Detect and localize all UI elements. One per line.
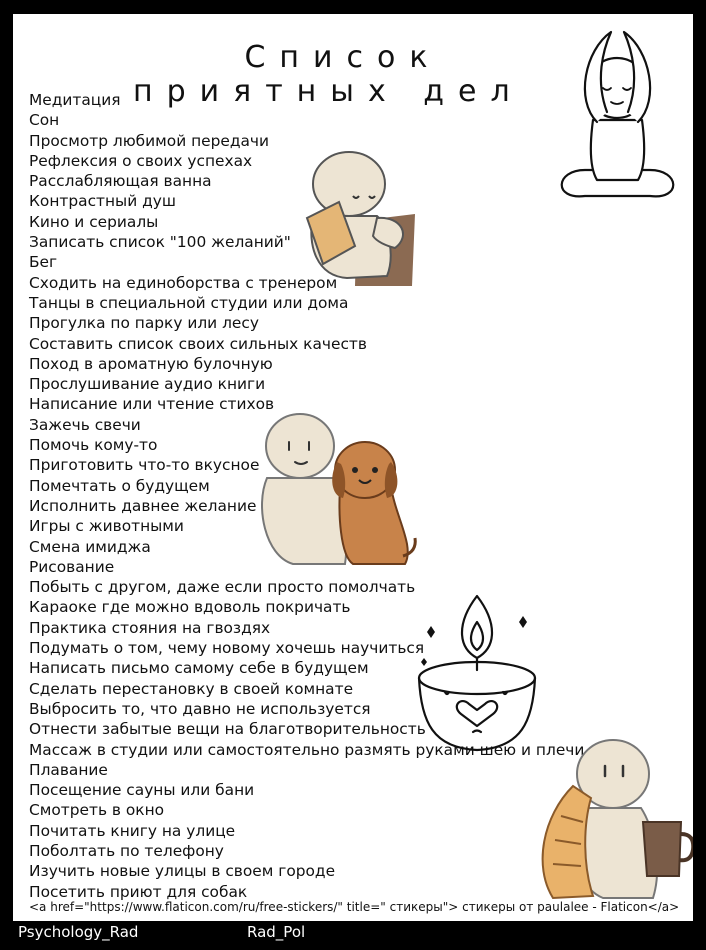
list-item: Практика стояния на гвоздях [29, 618, 271, 637]
list-item: Смена имиджа [29, 537, 151, 556]
list-item: Караоке где можно вдоволь покричать [29, 598, 351, 617]
list-item: Написать письмо самому себе в будущем [29, 659, 369, 678]
list-item: Массаж в студии или самостоятельно размять руками шею и плечи [29, 740, 585, 759]
list-item: Посещение сауны или бани [29, 781, 255, 800]
footer-right-handle: Rad_Pol [247, 923, 306, 941]
list-item: Плавание [29, 760, 108, 779]
list-item: Поход в ароматную булочную [29, 354, 273, 373]
title-line-2: приятных дел [133, 74, 524, 109]
list-item: Отнести забытые вещи на благотворительность [29, 720, 426, 739]
list-item: Медитация [29, 91, 121, 109]
list-item: Исполнить давнее желание [29, 496, 257, 515]
list-item: Изучить новые улицы в своем городе [29, 862, 336, 881]
footer [0, 921, 706, 950]
flaticon-attribution[interactable]: <a href="https://www.flaticon.com/ru/free-stickers/" title=" стикеры"> стикеры от paulalee - Flaticon</a> [29, 900, 680, 914]
list-item: Написание или чтение стихов [29, 395, 275, 414]
list-item: Смотреть в окно [29, 801, 165, 820]
list-item: Танцы в специальной студии или дома [29, 293, 349, 312]
list-item: Составить список своих сильных качеств [29, 334, 367, 353]
person-with-dog-sticker [245, 406, 425, 571]
list-item: Сделать перестановку в своей комнате [29, 679, 354, 698]
list-item: Прогулка по парку или лесу [29, 314, 259, 333]
list-item: Сходить на единоборства с тренером [29, 273, 338, 292]
list-item: Игры с животными [29, 517, 184, 536]
list-item: Подумать о том, чему новому хочешь научиться [29, 639, 425, 658]
list-item: Кино и сериалы [29, 212, 159, 231]
list-item: Записать список "100 желаний" [29, 233, 291, 252]
footer-left-handle: Psychology_Rad [18, 923, 139, 941]
list-item: Сон [29, 111, 60, 130]
reading-person-sticker [277, 146, 417, 286]
list-item: Рефлексия о своих успехах [29, 151, 253, 170]
list-item: Помочь кому-то [29, 436, 158, 455]
list-item: Бег [29, 253, 58, 272]
list-item: Контрастный душ [29, 192, 176, 211]
meditating-person-sticker [545, 20, 690, 200]
list-item: Посетить приют для собак [29, 882, 248, 901]
list-item: Приготовить что-то вкусное [29, 456, 260, 475]
list-item: Прослушивание аудио книги [29, 375, 266, 394]
list-item: Помечтать о будущем [29, 476, 210, 495]
list-item: Поболтать по телефону [29, 841, 224, 860]
list-item: Выбросить то, что давно не используется [29, 699, 371, 718]
list-item: Побыть с другом, даже если просто помолчать [29, 578, 416, 597]
list-item: Просмотр любимой передачи [29, 131, 270, 150]
list-item: Почитать книгу на улице [29, 821, 236, 840]
list-item: Зажечь свечи [29, 415, 141, 434]
person-with-croissant-sticker [513, 736, 693, 906]
poster [13, 14, 693, 921]
list-item: Расслабляющая ванна [29, 172, 212, 191]
list-item: Рисование [29, 557, 115, 576]
title-line-1: Список [244, 40, 442, 75]
